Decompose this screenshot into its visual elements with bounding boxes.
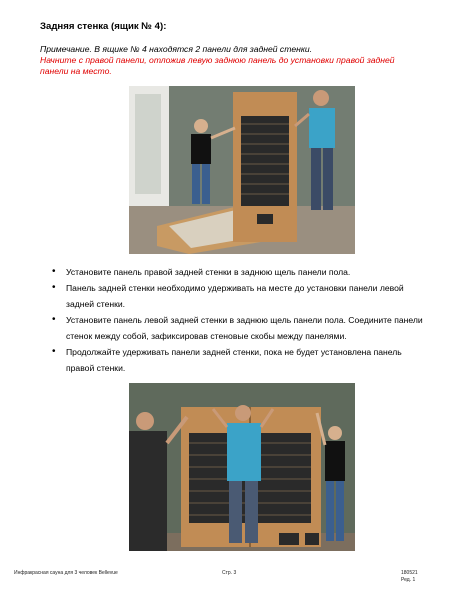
list-item: • Панель задней стенки необходимо удерживать на месте до установки панели левой задней стенки. (52, 280, 424, 312)
footer-code: 180521 (401, 570, 418, 576)
footer-revision (401, 570, 418, 584)
list-item: • Продолжайте удерживать панели задней стенки, пока не будет установлена панель правой стенки. (52, 344, 424, 376)
footer-rev: Ред. 1 (401, 577, 416, 583)
warning-note: Начните с правой панели, отложив левую заднюю панель до установки правой задней панели на место. (40, 55, 395, 76)
photo-right-panel-install (129, 86, 355, 254)
section-heading: Задняя стенка (ящик № 4): (40, 21, 167, 32)
note-text: Примечание. В ящике № 4 находятся 2 панели для задней стенки. (40, 44, 313, 54)
photo-back-panels-holding (129, 383, 355, 551)
instruction-list (52, 264, 424, 376)
footer-product: Инфракрасная сауна для 3 человек Bellevue (14, 570, 118, 576)
footer-page-number: Стр. 3 (222, 570, 237, 576)
list-item: • Установите панель правой задней стенки в заднюю щель панели пола. (52, 264, 424, 280)
list-item: • Установите панель левой задней стенки в заднюю щель панели пола. Соедините панели стенок между собой, зафиксировав стеновые скобы между панелями. (52, 312, 424, 344)
